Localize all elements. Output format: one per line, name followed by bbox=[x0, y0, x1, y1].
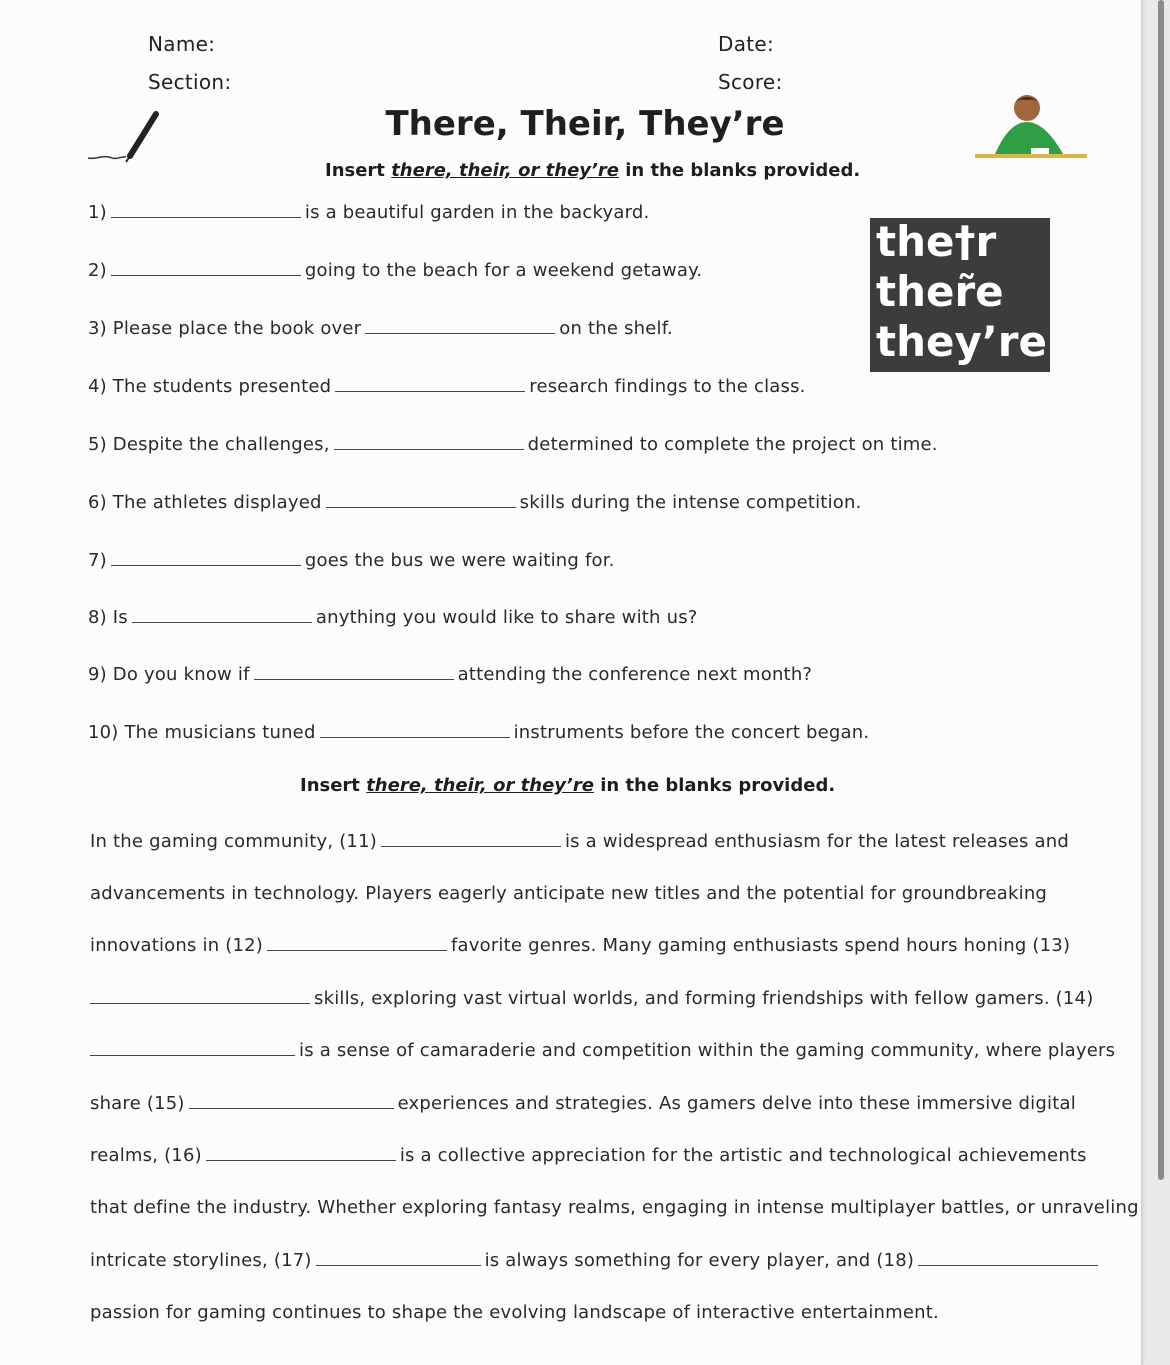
answer-blank[interactable] bbox=[316, 1264, 481, 1266]
paragraph-line: innovations in (12) favorite genres. Many gaming enthusiasts spend hours honing (13) bbox=[90, 935, 1071, 956]
paragraph-line: that define the industry. Whether exploring fantasy realms, engaging in intense multiplayer battles, or unraveling bbox=[90, 1197, 1139, 1218]
question-1: 1) is a beautiful garden in the backyard. bbox=[88, 202, 650, 223]
answer-blank[interactable] bbox=[111, 274, 301, 276]
vertical-scrollbar[interactable] bbox=[1158, 0, 1164, 1180]
question-10: 10) The musicians tuned instruments before the concert began. bbox=[88, 722, 870, 743]
answer-blank[interactable] bbox=[320, 736, 510, 738]
question-2: 2) going to the beach for a weekend getaway. bbox=[88, 260, 703, 281]
logo-word-theyre: they’re bbox=[876, 317, 1047, 366]
instruction-top: Insert there, their, or they’re in the blanks provided. bbox=[325, 160, 861, 181]
paragraph-line: share (15) experiences and strategies. As gamers delve into these immersive digital bbox=[90, 1093, 1076, 1114]
paragraph-line: realms, (16) is a collective appreciation for the artistic and technological achievements bbox=[90, 1145, 1087, 1166]
answer-blank[interactable] bbox=[189, 1107, 394, 1109]
page-title: There, Their, They’re bbox=[385, 104, 785, 144]
answer-blank[interactable] bbox=[334, 448, 524, 450]
question-5: 5) Despite the challenges, determined to complete the project on time. bbox=[88, 434, 938, 455]
answer-blank[interactable] bbox=[365, 332, 555, 334]
paragraph-line: passion for gaming continues to shape the evolving landscape of interactive entertainment. bbox=[90, 1302, 939, 1323]
logo-word-there: ther͂e bbox=[876, 267, 1004, 316]
paragraph-line: advancements in technology. Players eagerly anticipate new titles and the potential for groundbreaking bbox=[90, 883, 1048, 904]
answer-blank[interactable] bbox=[254, 678, 454, 680]
answer-blank[interactable] bbox=[111, 216, 301, 218]
instruction-bottom: Insert there, their, or they’re in the blanks provided. bbox=[300, 775, 836, 796]
answer-blank[interactable] bbox=[381, 845, 561, 847]
score-label: Score: bbox=[718, 70, 783, 94]
their-there-theyre-logo bbox=[870, 218, 1050, 372]
answer-blank[interactable] bbox=[132, 621, 312, 623]
paragraph-line: is a sense of camaraderie and competition within the gaming community, where players bbox=[90, 1040, 1115, 1061]
answer-blank[interactable] bbox=[90, 1054, 295, 1056]
question-4: 4) The students presented research findings to the class. bbox=[88, 376, 806, 397]
date-label: Date: bbox=[718, 32, 775, 56]
student-writing-illustration bbox=[975, 92, 1087, 164]
name-label: Name: bbox=[148, 32, 216, 56]
answer-blank[interactable] bbox=[206, 1159, 396, 1161]
answer-blank[interactable] bbox=[918, 1264, 1098, 1266]
question-6: 6) The athletes displayed skills during the intense competition. bbox=[88, 492, 862, 513]
question-8: 8) Is anything you would like to share with us? bbox=[88, 607, 698, 628]
answer-blank[interactable] bbox=[326, 506, 516, 508]
paragraph-line: skills, exploring vast virtual worlds, and forming friendships with fellow gamers. (14) bbox=[90, 988, 1093, 1009]
logo-word-their: the†r bbox=[876, 217, 997, 266]
question-3: 3) Please place the book over on the shelf. bbox=[88, 318, 673, 339]
section-label: Section: bbox=[148, 70, 232, 94]
question-7: 7) goes the bus we were waiting for. bbox=[88, 550, 615, 571]
answer-blank[interactable] bbox=[335, 390, 525, 392]
answer-blank[interactable] bbox=[111, 564, 301, 566]
paragraph-line: In the gaming community, (11) is a widespread enthusiasm for the latest releases and bbox=[90, 831, 1069, 852]
question-9: 9) Do you know if attending the conference next month? bbox=[88, 664, 813, 685]
answer-blank[interactable] bbox=[267, 949, 447, 951]
answer-blank[interactable] bbox=[90, 1002, 310, 1004]
paragraph-line: intricate storylines, (17) is always something for every player, and (18) bbox=[90, 1250, 1102, 1271]
